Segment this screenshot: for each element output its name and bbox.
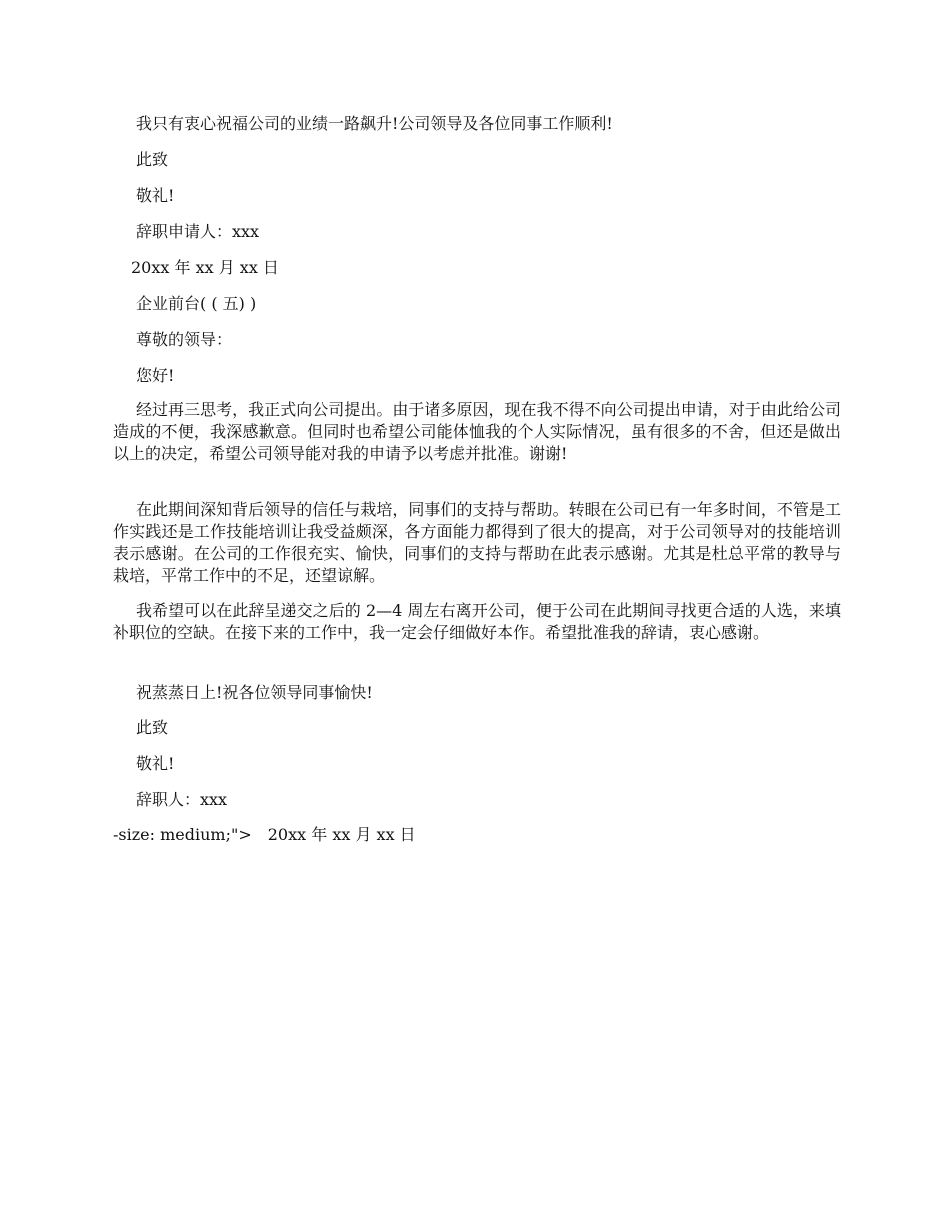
closing-wish-line: 我只有衷心祝福公司的业绩一路飙升!公司领导及各位同事工作顺利! [136, 114, 613, 133]
body-paragraph: 在此期间深知背后领导的信任与栽培，同事们的支持与帮助。转眼在公司已有一年多时间，不管是工作实践还是工作技能培训让我受益颇深，各方面能力都得到了很大的提高，对于公司领导对的技能培训表示感谢。在公司的工作很充实、愉快，同事们的支持与帮助在此表示感谢。尤其是杜总平常的教导与栽培，平常工作中的不足，还望谅解。 [113, 500, 841, 585]
date-line: 20xx 年 xx 月 xx 日 [131, 258, 279, 277]
body-paragraph: 经过再三思考，我正式向公司提出。由于诸多原因，现在我不得不向公司提出申请，对于由此给公司造成的不便，我深感歉意。但同时也希望公司能体恤我的个人实际情况，虽有很多的不舍，但还是做出以上的决定，希望公司领导能对我的申请予以考虑并批准。谢谢! [113, 400, 841, 463]
closing-wish-line: 祝蒸蒸日上!祝各位领导同事愉快! [136, 683, 373, 702]
applicant-signature: 辞职申请人：xxx [136, 222, 260, 241]
date-line: -size: medium;"> 20xx 年 xx 月 xx 日 [113, 825, 416, 844]
salutation-cizhi: 此致 [136, 150, 169, 169]
resigner-signature: 辞职人：xxx [136, 790, 228, 809]
greeting-hello: 您好! [136, 366, 175, 385]
greeting-addressee: 尊敬的领导： [136, 330, 233, 349]
salutation-cizhi: 此致 [136, 718, 169, 737]
salutation-jingli: 敬礼! [136, 754, 175, 773]
body-paragraph: 我希望可以在此辞呈递交之后的 2—4 周左右离开公司，便于公司在此期间寻找更合适的人选，来填补职位的空缺。在接下来的工作中，我一定会仔细做好本作。希望批准我的辞请，衷心感谢。 [113, 601, 841, 642]
salutation-jingli: 敬礼! [136, 186, 175, 205]
section-heading: 企业前台( ( 五) ) [136, 294, 257, 313]
